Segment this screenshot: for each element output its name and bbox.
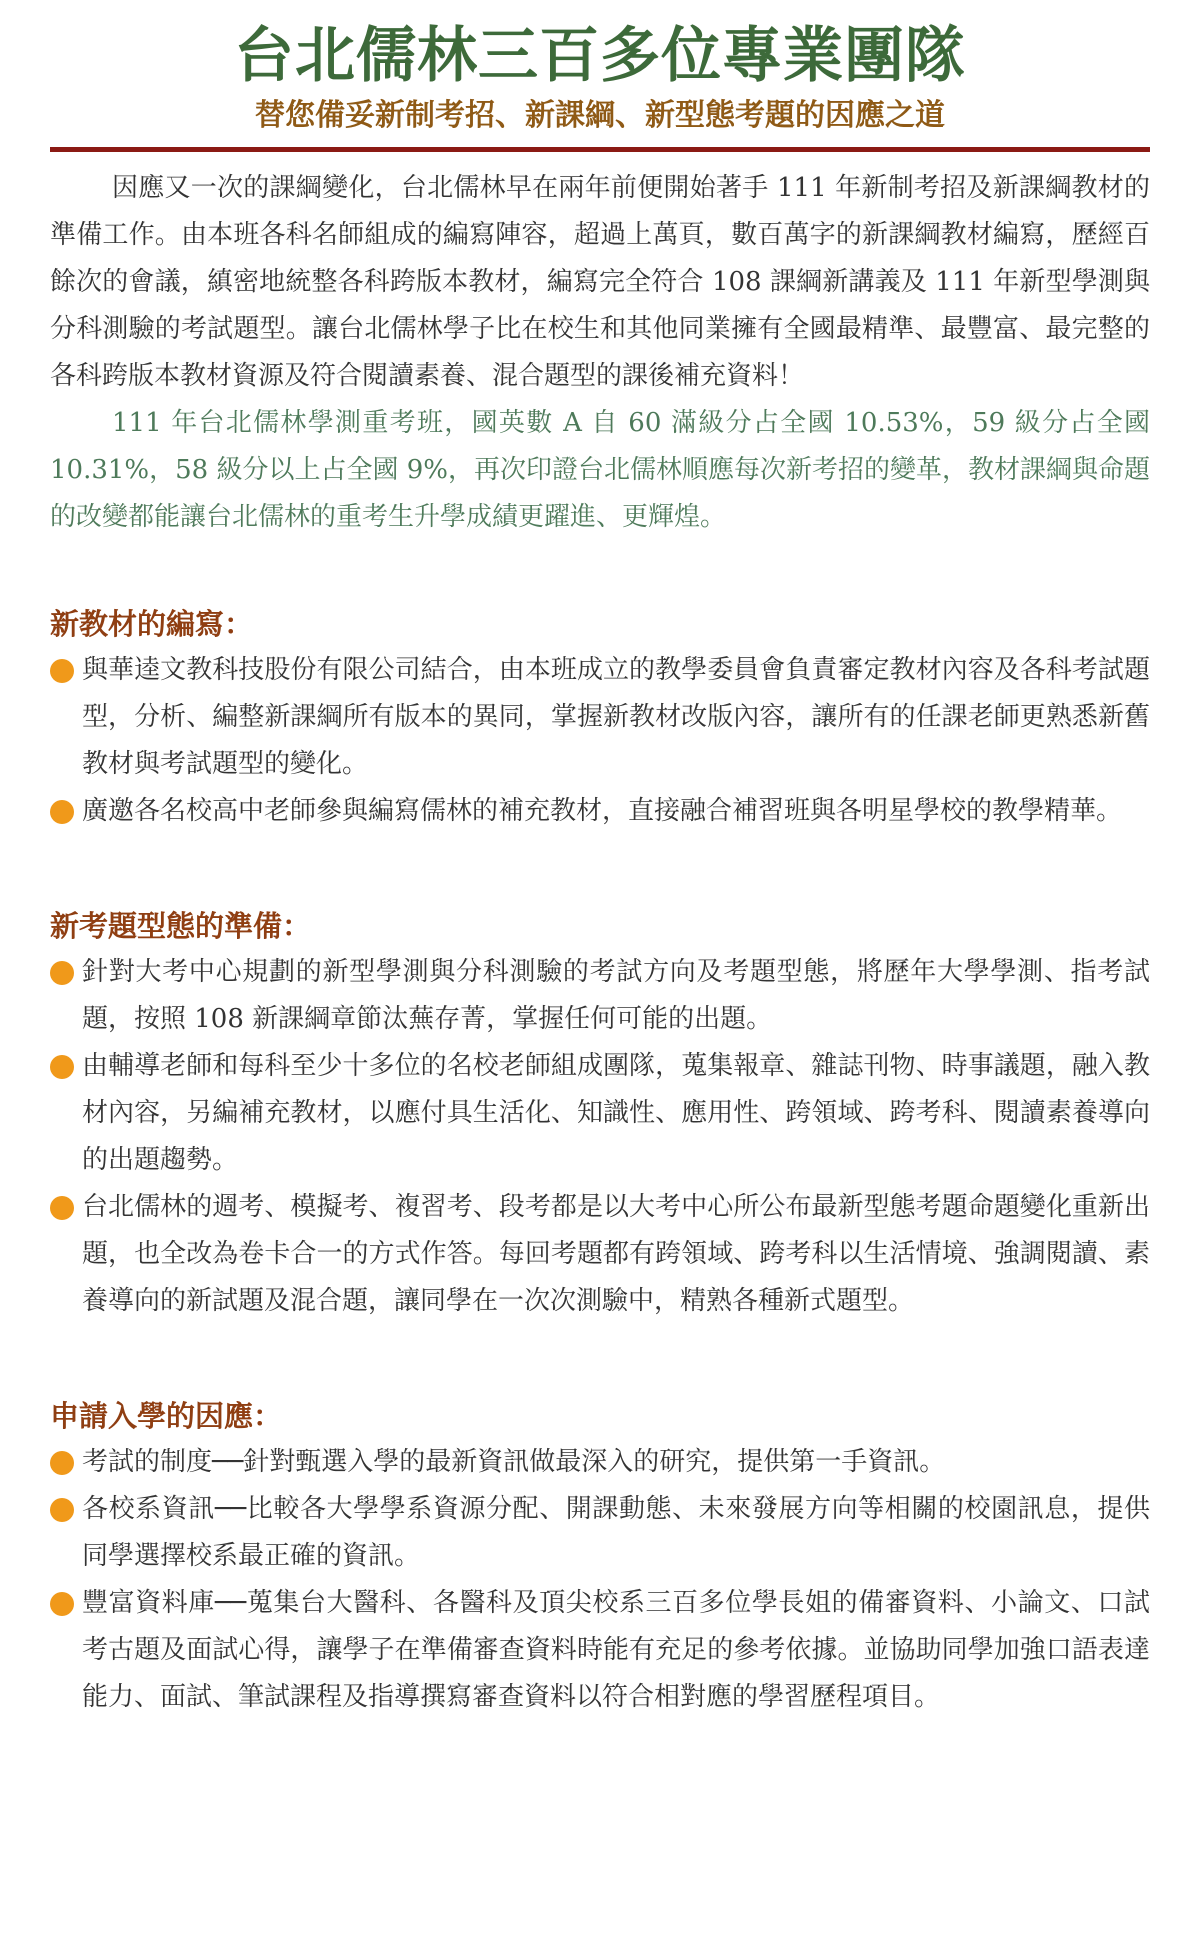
list-item-text: 與華逵文教科技股份有限公司結合，由本班成立的教學委員會負責審定教材內容及各科考試題型，分析、編整新課綱所有版本的異同，掌握新教材改版內容，讓所有的任課老師更熟悉新舊教材與考試題型的變化。 bbox=[82, 655, 1150, 779]
list-item-text: 台北儒林的週考、模擬考、複習考、段考都是以大考中心所公布最新型態考題命題變化重新出題，也全改為卷卡合一的方式作答。每回考題都有跨領域、跨考科以生活情境、強調閱讀、素養導向的新試題及混合題，讓同學在一次次測驗中，精熟各種新式題型。 bbox=[82, 1192, 1150, 1316]
list-item bbox=[50, 949, 1150, 1043]
section-new-question-types bbox=[50, 903, 1150, 1325]
list-item-text: 廣邀各名校高中老師參與編寫儒林的補充教材，直接融合補習班與各明星學校的教學精華。 bbox=[82, 796, 1123, 826]
bullet-list bbox=[50, 949, 1150, 1325]
intro-paragraph: 因應又一次的課綱變化，台北儒林早在兩年前便開始著手 111 年新制考招及新課綱教材的準備工作。由本班各科名師組成的編寫陣容，超過上萬頁，數百萬字的新課綱教材編寫，歷經百餘次的會議，縝密地統整各科跨版本教材，編寫完全符合 108 課綱新講義及 111 年新型學測與分科測驗的考試題型。讓台北儒林學子比在校生和其他同業擁有全國最精準、最豐富、最完整的各科跨版本教材資源及符合閱讀素養、混合題型的課後補充資料！ bbox=[50, 173, 1150, 391]
list-item-text: 各校系資訊──比較各大學學系資源分配、開課動態、未來發展方向等相關的校園訊息，提供同學選擇校系最正確的資訊。 bbox=[82, 1494, 1150, 1571]
section-spacer bbox=[50, 1325, 1150, 1393]
list-item bbox=[50, 1486, 1150, 1580]
list-item bbox=[50, 1043, 1150, 1184]
bullet-dot-icon bbox=[50, 961, 74, 985]
results-paragraph: 111 年台北儒林學測重考班，國英數 A 自 60 滿級分占全國 10.53%，59 級分占全國 10.31%，58 級分以上占全國 9%，再次印證台北儒林順應每次新考招的變革，教材課綱與命題的改變都能讓台北儒林的重考生升學成績更躍進、更輝煌。 bbox=[50, 408, 1150, 532]
bullet-list bbox=[50, 647, 1150, 835]
section-application-admission bbox=[50, 1393, 1150, 1721]
list-item-text: 考試的制度──針對甄選入學的最新資訊做最深入的研究，提供第一手資訊。 bbox=[82, 1447, 946, 1477]
section-heading: 申請入學的因應： bbox=[50, 1399, 283, 1433]
bullet-dot-icon bbox=[50, 1196, 74, 1220]
list-item bbox=[50, 1184, 1150, 1325]
section-heading: 新考題型態的準備： bbox=[50, 909, 312, 943]
list-item bbox=[50, 788, 1150, 835]
title-divider bbox=[50, 147, 1150, 152]
list-item bbox=[50, 647, 1150, 788]
list-item-text: 豐富資料庫──蒐集台大醫科、各醫科及頂尖校系三百多位學長姐的備審資料、小論文、口試考古題及面試心得，讓學子在準備審查資料時能有充足的參考依據。並協助同學加強口語表達能力、面試、筆試課程及指導撰寫審查資料以符合相對應的學習歷程項目。 bbox=[82, 1588, 1150, 1712]
list-item-text: 由輔導老師和每科至少十多位的名校老師組成團隊，蒐集報章、雜誌刊物、時事議題，融入教材內容，另編補充教材，以應付具生活化、知識性、應用性、跨領域、跨考科、閱讀素養導向的出題趨勢。 bbox=[82, 1051, 1150, 1175]
page-subtitle: 替您備妥新制考招、新課綱、新型態考題的因應之道 bbox=[255, 98, 945, 133]
section-heading: 新教材的編寫： bbox=[50, 607, 254, 641]
bullet-dot-icon bbox=[50, 1498, 74, 1522]
section-spacer bbox=[50, 541, 1150, 601]
list-item bbox=[50, 1439, 1150, 1486]
bullet-list bbox=[50, 1439, 1150, 1721]
page-title: 台北儒林三百多位專業團隊 bbox=[234, 21, 966, 91]
section-new-materials bbox=[50, 601, 1150, 835]
bullet-dot-icon bbox=[50, 1451, 74, 1475]
section-spacer bbox=[50, 835, 1150, 903]
list-item bbox=[50, 1580, 1150, 1721]
bullet-dot-icon bbox=[50, 659, 74, 683]
main-content bbox=[50, 165, 1150, 1721]
list-item-text: 針對大考中心規劃的新型學測與分科測驗的考試方向及考題型態，將歷年大學學測、指考試題，按照 108 新課綱章節汰蕪存菁，掌握任何可能的出題。 bbox=[82, 957, 1150, 1034]
bullet-dot-icon bbox=[50, 800, 74, 824]
bullet-dot-icon bbox=[50, 1055, 74, 1079]
bullet-dot-icon bbox=[50, 1592, 74, 1616]
